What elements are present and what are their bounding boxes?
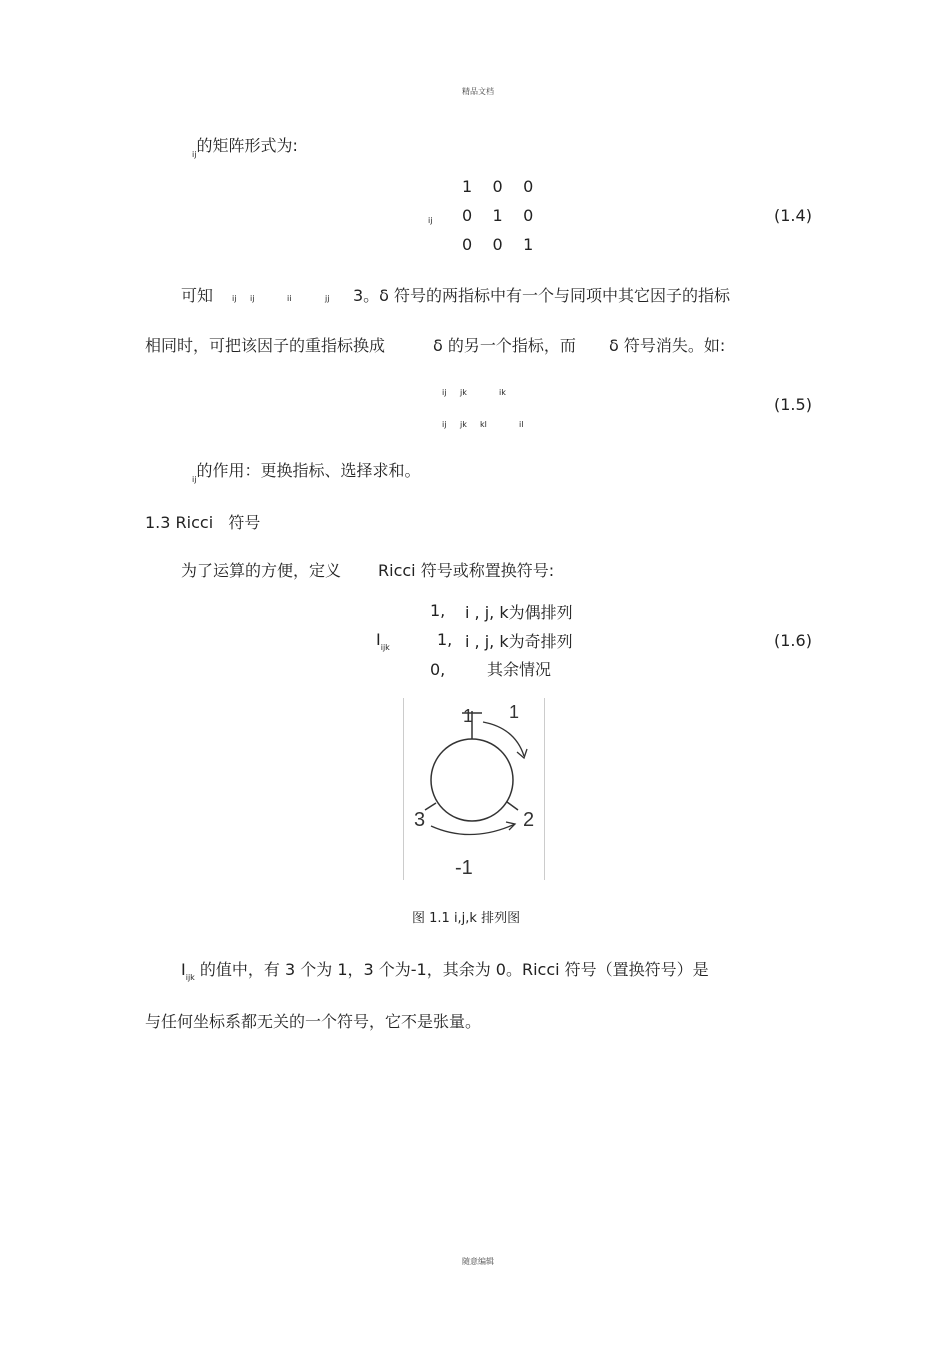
label-position-2: 2	[523, 809, 535, 831]
eq16-case3-val: 0,	[430, 660, 446, 679]
eq16-lhs	[376, 630, 390, 652]
eq15-sub: jk	[460, 388, 467, 397]
eq15-sub: ik	[499, 388, 506, 397]
eq16-case2-val: 1,	[437, 630, 453, 649]
matrix-form-line	[192, 133, 298, 159]
eq15-sub: jk	[460, 420, 467, 429]
matrix-cell: 0	[492, 177, 503, 196]
page-footer: 随意编辑	[462, 1257, 494, 1266]
eq16-I: I	[376, 630, 381, 649]
bottom-arrow-curve	[431, 824, 515, 835]
eq16-number: (1.6)	[774, 631, 812, 650]
label-minus-one: -1	[455, 857, 473, 879]
para2-rest: 3。δ 符号的两指标中有一个与同项中其它因子的指标	[353, 286, 731, 305]
eq14-row-1	[462, 177, 533, 196]
eq15-sub: il	[519, 420, 524, 429]
delta-effect-line	[192, 458, 421, 484]
matrix-cell: 0	[462, 235, 473, 254]
para2-line2-a: 相同时，可把该因子的重指标换成	[145, 336, 386, 355]
section-title: 符号	[228, 513, 261, 532]
eq16-lhs-sub: ijk	[380, 643, 390, 652]
para3-line2: 与任何坐标系都无关的一个符号，它不是张量。	[145, 1012, 482, 1031]
delta-effect-text: 的作用：更换指标、选择求和。	[196, 461, 421, 480]
para2-sub-4: jj	[325, 294, 330, 303]
matrix-cell: 1	[492, 206, 503, 225]
left-tick	[425, 803, 436, 810]
right-tick	[507, 802, 518, 810]
section-heading	[145, 510, 260, 533]
eq14-row-3	[462, 235, 533, 254]
para3-line1-text: 的值中，有 3 个为 1，3 个为-1，其余为 0。Ricci 符号（置换符号）是	[194, 960, 709, 979]
eq15-sub: kl	[480, 420, 487, 429]
delta-subscript: ij	[192, 150, 197, 159]
para2-sub-1: ij	[232, 294, 237, 303]
permutation-diagram	[403, 698, 545, 880]
para2-sub-2: ij	[250, 294, 255, 303]
intro-b: Ricci 符号或称置换符号:	[378, 561, 555, 580]
delta-subscript: ij	[192, 475, 197, 484]
eq16-case3-cond: 其余情况	[487, 660, 552, 679]
para3-sub: ijk	[185, 973, 195, 982]
para2-line2-b: δ 的另一个指标，而	[433, 336, 576, 355]
label-position-3: 3	[414, 809, 426, 831]
eq15-sub: ij	[442, 420, 447, 429]
matrix-cell: 0	[492, 235, 503, 254]
matrix-cell: 0	[462, 206, 473, 225]
matrix-cell: 1	[462, 177, 473, 196]
para3-I: I	[181, 960, 186, 979]
eq14-number: (1.4)	[774, 206, 812, 225]
matrix-form-text: 的矩阵形式为:	[196, 136, 298, 155]
label-plus-one: 1	[509, 702, 520, 722]
para3-line1	[181, 957, 709, 980]
para2-start: 可知	[181, 286, 214, 305]
top-arrow-curve	[483, 722, 524, 756]
eq15-number: (1.5)	[774, 395, 812, 414]
eq15-sub: ij	[442, 388, 447, 397]
eq16-case1-cond: i , j, k为偶排列	[465, 603, 573, 622]
eq14-subscript: ij	[428, 216, 433, 225]
matrix-cell: 0	[523, 206, 534, 225]
label-position-1: 1	[463, 706, 474, 726]
figure-caption: 图 1.1 i,j,k 排列图	[412, 911, 521, 926]
eq16-case2-cond: i , j, k为奇排列	[465, 632, 573, 651]
para2-sub-3: ii	[287, 294, 292, 303]
matrix-cell: 0	[523, 177, 534, 196]
page-header: 精品文档	[462, 87, 494, 96]
section-number: 1.3 Ricci	[145, 513, 214, 532]
intro-a: 为了运算的方便，定义	[181, 561, 342, 580]
matrix-cell: 1	[523, 235, 534, 254]
eq16-case1-val: 1,	[430, 601, 446, 620]
permutation-figure	[403, 698, 545, 880]
permutation-circle	[431, 739, 513, 821]
eq14-row-2	[462, 206, 533, 225]
para2-line2-c: δ 符号消失。如:	[609, 336, 726, 355]
